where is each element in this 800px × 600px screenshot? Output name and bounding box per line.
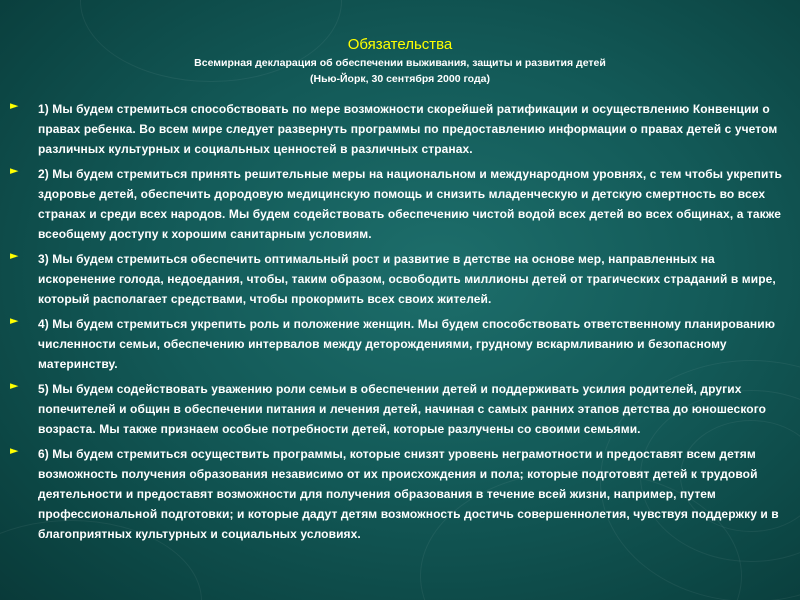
list-item [10, 98, 790, 158]
triangle-bullet-icon: ► [10, 314, 19, 327]
list-item [10, 378, 790, 438]
triangle-bullet-icon: ► [10, 444, 19, 457]
triangle-bullet-icon: ► [10, 379, 19, 392]
list-item-text: 5) Мы будем содействовать уважению роли семьи в обеспечении детей и поддерживать усилия родителей, других попечителей и общин в обеспечении питания и лечения детей, начиная с самых ранних этапов детства до юношеского возраста. Мы также признаем особые потребности детей, которые разлучены со своими семьями. [38, 382, 767, 436]
list-item-text: 3) Мы будем стремиться обеспечить оптимальный рост и развитие в детстве на основе мер, направленных на искоренение голода, недоедания, чтобы, таким образом, освободить миллионы детей от трагических страданий в мире, который располагает средствами, чтобы прокормить всех своих жителей. [38, 252, 776, 306]
triangle-bullet-icon: ► [10, 99, 19, 112]
triangle-bullet-icon: ► [10, 249, 19, 262]
triangle-bullet-icon: ► [10, 164, 19, 177]
slide-subtitle-date: (Нью-Йорк, 30 сентября 2000 года) [310, 73, 490, 85]
list-item [10, 443, 790, 543]
slide-header [0, 36, 800, 87]
list-item-text: 1) Мы будем стремиться способствовать по мере возможности скорейшей ратификации и осуществлению Конвенции о правах ребенка. Во всем мире следует развернуть программы по предоставлению информации о правах детей с учетом различных культурных и социальных ценностей в различных странах. [38, 102, 778, 156]
list-item [10, 248, 790, 308]
slide-subtitle: Всемирная декларация об обеспечении выживания, защиты и развития детей [194, 57, 606, 69]
list-item-text: 2) Мы будем стремиться принять решительные меры на национальном и международном уровнях, с тем чтобы укрепить здоровье детей, обеспечить дородовую медицинскую помощь и снизить младенческую и детскую смертность во всех странах и среди всех народов. Мы будем содействовать обеспечению чистой водой всех детей во всех общинах, а также всеобщему доступу к хорошим санитарным условиям. [38, 167, 782, 241]
list-item-text: 6) Мы будем стремиться осуществить программы, которые снизят уровень неграмотности и предоставят всем детям возможность получения образования независимо от их происхождения и пола; которые подготовят детей к трудовой деятельности и предоставят возможности для получения образования в течение всей жизни, например, путем профессиональной подготовки; и которые дадут детям возможность достичь совершеннолетия, чувствуя поддержку и в благоприятных культурных и социальных условиях. [38, 447, 779, 541]
list-item-text: 4) Мы будем стремиться укрепить роль и положение женщин. Мы будем способствовать ответственному планированию численности семьи, обеспечению интервалов между деторождениями, грудному вскармливанию и безопасному материнству. [38, 317, 776, 371]
list-item [10, 163, 790, 243]
list-item [10, 313, 790, 373]
slide-title: Обязательства [347, 36, 453, 53]
commitments-list [10, 98, 790, 548]
